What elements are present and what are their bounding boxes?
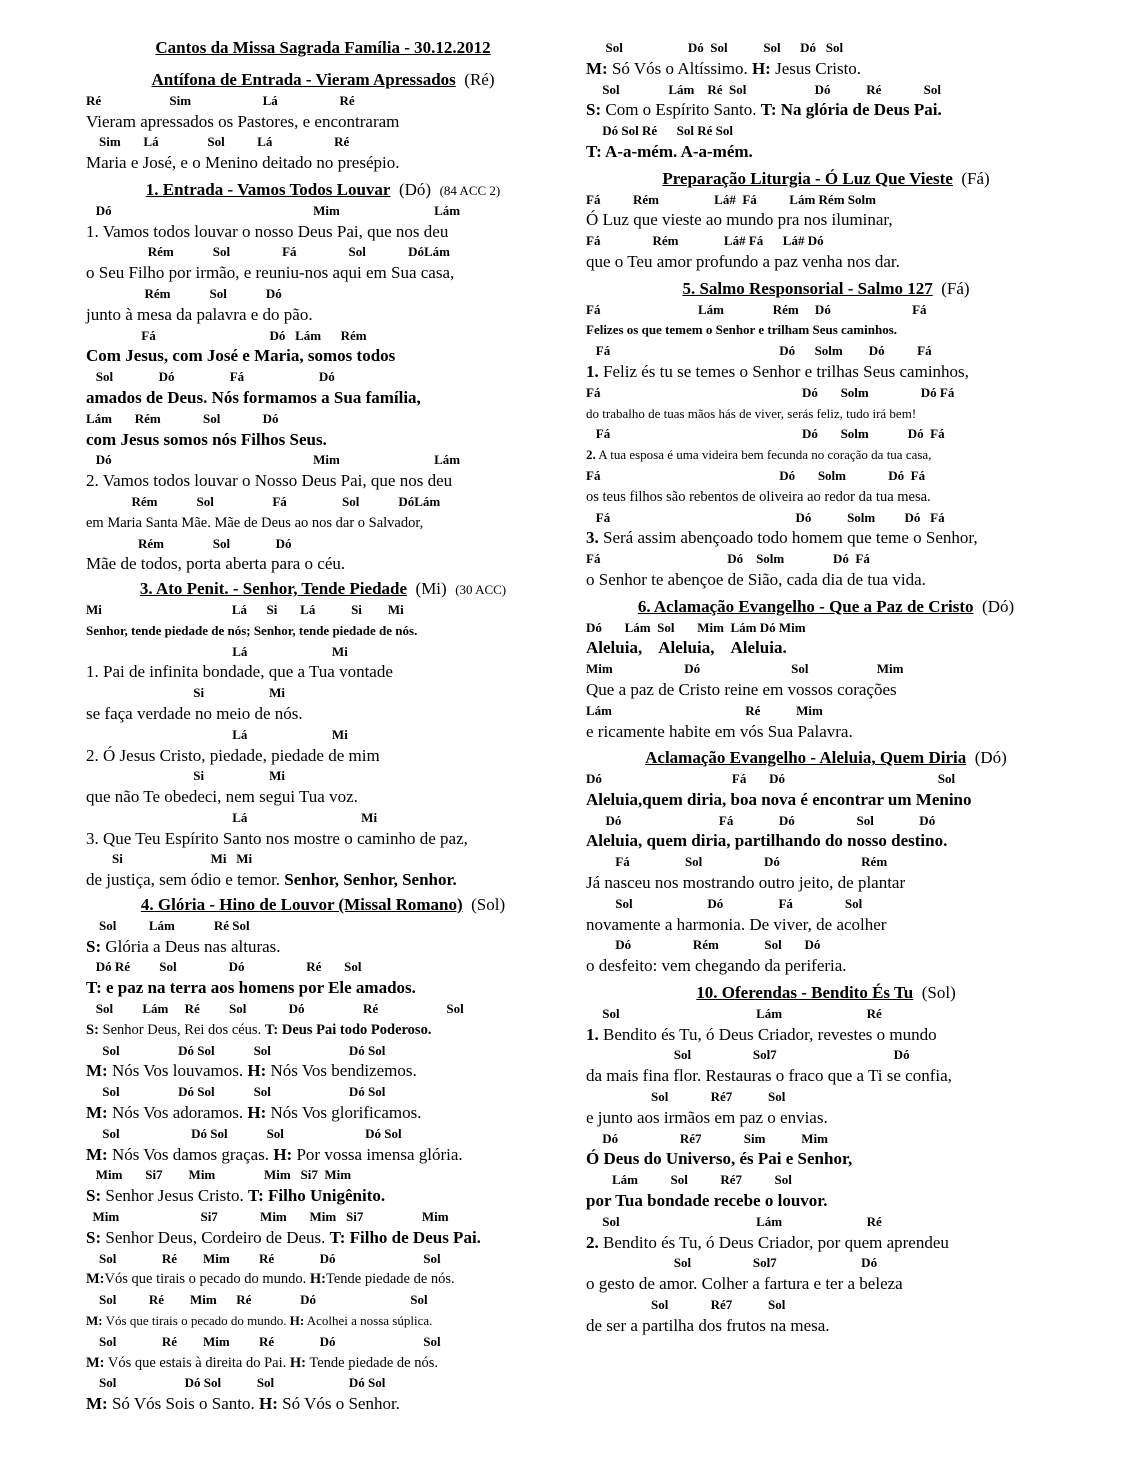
chord-line: Dó Ré Sol Dó Ré Sol bbox=[86, 959, 362, 975]
lyric-line: Felizes os que temem o Senhor e trilham Seus caminhos. bbox=[586, 322, 898, 338]
lyric-line: junto à mesa da palavra e do pão. bbox=[86, 304, 313, 324]
lyric-line: S: Com o Espírito Santo. T: Na glória de Deus Pai. bbox=[586, 100, 942, 120]
lyric-line: Que a paz de Cristo reine em vossos corações bbox=[586, 679, 897, 699]
chord-line: Fá Dó Solm Dó Fá bbox=[586, 384, 955, 400]
section-key: (Fá) bbox=[941, 278, 970, 298]
section-key: (Dó) bbox=[398, 179, 432, 199]
chord-line: Sol Dó Sol Sol Dó Sol bbox=[586, 40, 844, 55]
chord-line: Mim Dó Sol Mim bbox=[586, 661, 904, 677]
section-key: (Dó) bbox=[974, 748, 1007, 768]
lyric-line: do trabalho de tuas mãos hás de viver, serás feliz, tudo irá bem! bbox=[586, 405, 917, 421]
lyric-line: o Seu Filho por irmão, e reuniu-nos aqui em Sua casa, bbox=[86, 263, 455, 283]
chord-line: Lám Sol Ré7 Sol bbox=[586, 1172, 792, 1188]
chord-line: Dó Mim Lám bbox=[86, 202, 461, 218]
section-heading bbox=[586, 748, 1066, 769]
chord-line: Fá Dó Lám Rém bbox=[86, 327, 367, 343]
chord-line: Sol Dó Sol Sol Dó Sol bbox=[86, 1375, 386, 1391]
chord-line: Dó Sol Ré Sol Ré Sol bbox=[586, 123, 733, 139]
section-title: Preparação Liturgia - Ó Luz Que Vieste bbox=[662, 168, 953, 188]
lyric-line: S: Senhor Jesus Cristo. T: Filho Unigênito. bbox=[86, 1186, 386, 1206]
lyric-line: da mais fina flor. Restauras o fraco que a Ti se confia, bbox=[586, 1066, 952, 1086]
chord-line: Sol Dó Sol Sol Dó Sol bbox=[86, 1042, 386, 1058]
lyric-line: 1. Vamos todos louvar o nosso Deus Pai, que nos deu bbox=[86, 221, 449, 241]
section-heading bbox=[86, 70, 560, 91]
chord-line: Sol Ré7 Sol bbox=[586, 1089, 786, 1105]
lyric-line: 3. Que Teu Espírito Santo nos mostre o caminho de paz, bbox=[86, 828, 468, 848]
chord-line: Sol Dó Sol Sol Dó Sol bbox=[86, 1084, 386, 1100]
lyric-line: e ricamente habite em vós Sua Palavra. bbox=[586, 721, 853, 741]
chord-line: Fá Dó Solm Dó Fá bbox=[586, 426, 945, 442]
chord-line: Mi Lá Si Lá Si Mi bbox=[86, 601, 404, 617]
section-title: 5. Salmo Responsorial - Salmo 127 bbox=[682, 278, 933, 298]
chord-line: Fá Sol Dó Rém bbox=[586, 854, 888, 870]
lyric-line: Vieram apressados os Pastores, e encontraram bbox=[86, 111, 400, 131]
lyric-line: S: Senhor Deus, Rei dos céus. T: Deus Pai todo Poderoso. bbox=[86, 1021, 432, 1038]
lyric-line: os teus filhos são rebentos de oliveira ao redor da tua mesa. bbox=[586, 488, 931, 505]
section-heading bbox=[586, 169, 1066, 190]
chord-line: Rém Sol Dó bbox=[86, 535, 292, 551]
lyric-line: M: Nós Vos adoramos. H: Nós Vos glorificamos. bbox=[86, 1103, 422, 1123]
chord-line: Sol Dó Fá Dó bbox=[86, 369, 335, 385]
section-key: (Ré) bbox=[464, 70, 495, 89]
chord-line: Sol Dó Sol Sol Dó Sol bbox=[86, 1125, 402, 1141]
section-key: (Sol) bbox=[921, 983, 956, 1003]
chord-line: Sol Lám Ré Sol Dó Ré Sol bbox=[86, 1001, 464, 1017]
chord-line: Sol Lám Ré bbox=[586, 1213, 882, 1229]
lyric-line: com Jesus somos nós Filhos Seus. bbox=[86, 429, 327, 449]
lyric-line: que não Te obedeci, nem segui Tua voz. bbox=[86, 787, 358, 807]
section-title: Antífona de Entrada - Vieram Apressados bbox=[151, 70, 456, 89]
lyric-line: M: Nós Vos damos graças. H: Por vossa imensa glória. bbox=[86, 1144, 463, 1164]
lyric-line: M: Vós que estais à direita do Pai. H: Tende piedade de nós. bbox=[86, 1354, 439, 1371]
lyric-line: S: Senhor Deus, Cordeiro de Deus. T: Filho de Deus Pai. bbox=[86, 1227, 481, 1247]
section-note: (84 ACC 2) bbox=[439, 182, 501, 198]
chord-line: Fá Dó Solm Dó Fá bbox=[586, 467, 926, 483]
lyric-line: 1. Pai de infinita bondade, que a Tua vontade bbox=[86, 662, 393, 682]
chord-line: Lá Mi bbox=[86, 809, 378, 825]
chord-line: Mim Si7 Mim Mim Si7 Mim bbox=[86, 1209, 449, 1225]
section-heading bbox=[86, 579, 560, 600]
section-title: 4. Glória - Hino de Louvor (Missal Romano) bbox=[140, 895, 463, 915]
chord-line: Sol Sol7 Dó bbox=[586, 1255, 878, 1271]
chord-line: Si Mi Mi bbox=[86, 851, 253, 867]
chord-line: Dó Mim Lám bbox=[86, 452, 461, 468]
lyric-line: o desfeito: vem chegando da periferia. bbox=[586, 956, 847, 976]
chord-line: Sol Ré Mim Ré Dó Sol bbox=[86, 1333, 441, 1349]
section-heading bbox=[586, 279, 1066, 300]
chord-line: Sol Ré7 Sol bbox=[586, 1297, 786, 1313]
chord-line: Rém Sol Fá Sol DóLám bbox=[86, 493, 441, 509]
chord-line: Sol Lám Ré Sol bbox=[86, 917, 250, 933]
lyric-line: por Tua bondade recebe o louvor. bbox=[586, 1191, 828, 1211]
lyric-line: M: Só Vós o Altíssimo. H: Jesus Cristo. bbox=[586, 58, 862, 78]
lyric-line: Com Jesus, com José e Maria, somos todos bbox=[86, 346, 396, 366]
lyric-line: de ser a partilha dos frutos na mesa. bbox=[586, 1315, 830, 1335]
chord-line: Fá Rém Lá# Fá Lá# Dó bbox=[586, 233, 824, 249]
lyric-line: Ó Deus do Universo, és Pai e Senhor, bbox=[586, 1149, 853, 1169]
chord-line: Sol Ré Mim Ré Dó Sol bbox=[86, 1250, 441, 1266]
lyric-line: Mãe de todos, porta aberta para o céu. bbox=[86, 554, 346, 574]
chord-line: Sol Lám Ré bbox=[586, 1005, 882, 1021]
right-column bbox=[586, 38, 1066, 1337]
lyric-line: Senhor, tende piedade de nós; Senhor, tende piedade de nós. bbox=[86, 622, 418, 638]
chord-line: Fá Dó Solm Dó Fá bbox=[586, 343, 932, 359]
chord-line: Sol Lám Ré Sol Dó Ré Sol bbox=[586, 81, 941, 97]
section-title: 1. Entrada - Vamos Todos Louvar bbox=[145, 179, 391, 199]
chord-line: Lám Rém Sol Dó bbox=[86, 410, 279, 426]
lyric-line: M: Vós que tirais o pecado do mundo. H: Acolhei a nossa súplica. bbox=[86, 1313, 433, 1329]
lyric-line: se faça verdade no meio de nós. bbox=[86, 703, 303, 723]
section-heading bbox=[586, 983, 1066, 1004]
chord-line: Lá Mi bbox=[86, 643, 348, 659]
section-heading bbox=[86, 180, 560, 201]
chord-line: Fá Dó Solm Dó Fá bbox=[586, 551, 870, 567]
lyric-line: de justiça, sem ódio e temor. Senhor, Senhor, Senhor. bbox=[86, 870, 457, 890]
lyric-line: 3. Será assim abençoado todo homem que teme o Senhor, bbox=[586, 528, 978, 548]
section-key: (Dó) bbox=[982, 596, 1015, 616]
section-title: 6. Aclamação Evangelho - Que a Paz de Cristo bbox=[637, 596, 974, 616]
lyric-line: 1. Bendito és Tu, ó Deus Criador, revestes o mundo bbox=[586, 1024, 937, 1044]
chord-line: Lá Mi bbox=[86, 726, 348, 742]
lyric-line: o Senhor te abençoe de Sião, cada dia de tua vida. bbox=[586, 569, 926, 589]
chord-line: Ré Sim Lá Ré bbox=[86, 92, 355, 108]
lyric-line: em Maria Santa Mãe. Mãe de Deus ao nos dar o Salvador, bbox=[86, 514, 424, 531]
chord-line: Sim Lá Sol Lá Ré bbox=[86, 134, 350, 150]
section-key: (Fá) bbox=[961, 168, 990, 188]
lyric-line: 2. Ó Jesus Cristo, piedade, piedade de mim bbox=[86, 745, 380, 765]
section-heading bbox=[586, 597, 1066, 618]
lyric-line: que o Teu amor profundo a paz venha nos dar. bbox=[586, 251, 900, 271]
chord-line: Mim Si7 Mim Mim Si7 Mim bbox=[86, 1167, 352, 1183]
chord-line: Fá Rém Lá# Fá Lám Rém Solm bbox=[586, 191, 876, 207]
lyric-line: S: Glória a Deus nas alturas. bbox=[86, 936, 281, 956]
chord-line: Fá Lám Rém Dó Fá bbox=[586, 301, 927, 317]
lyric-line: 2. Vamos todos louvar o Nosso Deus Pai, que nos deu bbox=[86, 471, 453, 491]
chord-line: Lám Ré Mim bbox=[586, 702, 823, 718]
lyric-line: Maria e José, e o Menino deitado no presépio. bbox=[86, 153, 400, 173]
lyric-line: Aleluia,quem diria, boa nova é encontrar um Menino bbox=[586, 789, 972, 809]
section-title: Aclamação Evangelho - Aleluia, Quem Diria bbox=[645, 748, 967, 768]
lyric-line: M: Nós Vos louvamos. H: Nós Vos bendizemos. bbox=[86, 1061, 417, 1081]
section-title: 3. Ato Penit. - Senhor, Tende Piedade bbox=[139, 579, 408, 599]
chord-line: Dó Ré7 Sim Mim bbox=[586, 1130, 828, 1146]
chord-line: Rém Sol Dó bbox=[86, 285, 282, 301]
lyric-line: e junto aos irmãos em paz o envias. bbox=[586, 1107, 828, 1127]
document-title: Cantos da Missa Sagrada Família - 30.12.2012 bbox=[155, 38, 491, 57]
section-title: 10. Oferendas - Bendito És Tu bbox=[696, 983, 914, 1003]
lyric-line: T: e paz na terra aos homens por Ele amados. bbox=[86, 978, 416, 998]
lyric-line: Aleluia, quem diria, partilhando do nosso destino. bbox=[586, 831, 948, 851]
lyric-line: M:Vós que tirais o pecado do mundo. H:Tende piedade de nós. bbox=[86, 1271, 455, 1288]
chord-line: Si Mi bbox=[86, 768, 285, 784]
lyric-line: 1. Feliz és tu se temes o Senhor e trilhas Seus caminhos, bbox=[586, 361, 969, 381]
section-key: (Mi) bbox=[415, 579, 447, 599]
section-heading bbox=[86, 895, 560, 916]
lyric-line: amados de Deus. Nós formamos a Sua família, bbox=[86, 387, 421, 407]
chord-line: Si Mi bbox=[86, 685, 285, 701]
lyric-line: Ó Luz que vieste ao mundo pra nos iluminar, bbox=[586, 210, 893, 230]
chord-line: Sol Dó Fá Sol bbox=[586, 895, 863, 911]
lyric-line: Aleluia, Aleluia, Aleluia. bbox=[586, 638, 787, 658]
chord-line: Sol Ré Mim Ré Dó Sol bbox=[86, 1292, 428, 1308]
chord-line: Fá Dó Solm Dó Fá bbox=[586, 509, 945, 525]
chord-line: Dó Lám Sol Mim Lám Dó Mim bbox=[586, 619, 806, 635]
lyric-line: T: A-a-mém. A-a-mém. bbox=[586, 141, 753, 161]
lyric-line: 2. Bendito és Tu, ó Deus Criador, por quem aprendeu bbox=[586, 1232, 949, 1252]
chord-line: Dó Rém Sol Dó bbox=[586, 937, 821, 953]
left-column bbox=[86, 66, 560, 1415]
section-key: (Sol) bbox=[471, 895, 506, 915]
lyric-line: Já nasceu nos mostrando outro jeito, de plantar bbox=[586, 873, 906, 893]
lyric-line: o gesto de amor. Colher a fartura e ter a beleza bbox=[586, 1274, 903, 1294]
chord-line: Dó Fá Dó Sol bbox=[586, 771, 956, 787]
chord-line: Dó Fá Dó Sol Dó bbox=[586, 812, 936, 828]
lyric-line: 2. A tua esposa é uma videira bem fecunda no coração da tua casa, bbox=[586, 447, 932, 463]
section-note: (30 ACC) bbox=[455, 582, 507, 598]
lyric-line: novamente a harmonia. De viver, de acolher bbox=[586, 914, 887, 934]
chord-line: Sol Sol7 Dó bbox=[586, 1047, 910, 1063]
chord-line: Rém Sol Fá Sol DóLám bbox=[86, 244, 450, 260]
lyric-line: M: Só Vós Sois o Santo. H: Só Vós o Senhor. bbox=[86, 1394, 400, 1414]
